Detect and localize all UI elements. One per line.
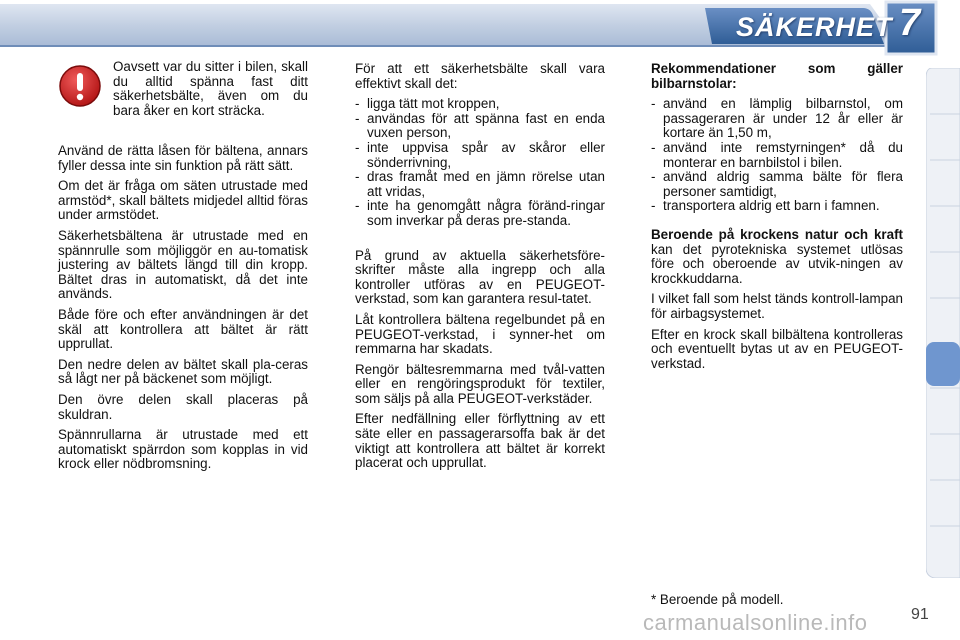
child-seat-list xyxy=(651,97,903,214)
paragraph: Efter en krock skall bilbältena kontrolleras och eventuellt bytas ut av en PEUGEOT-verkstad. xyxy=(651,326,903,371)
warning-text: Oavsett var du sitter i bilen, skall du alltid spänna fast ditt säkerhetsbälte, även om du bara åker en kort sträcka. xyxy=(113,59,308,118)
paragraph: Efter nedfällning eller förflyttning av ett säte eller en passagerarsoffa bak är det viktigt att kontrollera att bältet är korrekt placerat och upprullat. xyxy=(355,411,605,471)
chapter-title: SÄKERHET xyxy=(736,12,893,42)
active-tab xyxy=(926,342,960,386)
paragraph xyxy=(651,228,903,286)
list-item: - inte ha genomgått några föränd-ringar som inverkar på deras pre-standa. xyxy=(355,198,605,228)
paragraph: Rengör bältesremmarna med tvål-vatten eller en rengöringsprodukt för textiler, som säljs på alla PEUGEOT-verkstäder. xyxy=(355,361,605,406)
paragraph: Låt kontrollera bältena regelbundet på en PEUGEOT-verkstad, i synner-het om remmarna har skadats. xyxy=(355,311,605,357)
column-left xyxy=(58,144,308,478)
list-item: - inte uppvisa spår av skåror eller sönderrivning, xyxy=(355,139,605,170)
exclamation-icon xyxy=(58,64,102,108)
watermark: carmanualsonline.info xyxy=(643,610,868,635)
section-heading: Rekommendationer som gäller bilbarnstolar: xyxy=(651,61,903,91)
paragraph: Säkerhetsbältena är utrustade med en spännrulle som möjliggör en au-tomatisk justering av bältets längd till din kropp. Bältet dras in automatiskt, då det inte används. xyxy=(58,227,308,302)
paragraph: Både före och efter användningen är det skäl att kontrollera att bältet är rätt upprullat. xyxy=(58,306,308,352)
column-right xyxy=(651,62,903,377)
paragraph: Den nedre delen av bältet skall pla-ceras så lågt ner på bäckenet som möjligt. xyxy=(58,356,308,387)
paragraph-text: kan det pyrotekniska systemet utlösas före och oberoende av utvik-ningen av krockkuddarna. xyxy=(651,241,903,286)
emphasis-text: Beroende på krockens natur och kraft xyxy=(651,226,903,242)
chapter-number: 7 xyxy=(899,2,921,44)
paragraph: Spännrullarna är utrustade med ett automatiskt spärrdon som kopplas in vid krock eller nödbromsning. xyxy=(58,427,308,472)
list-item: - transportera aldrig ett barn i famnen. xyxy=(651,198,880,214)
column-middle xyxy=(355,62,605,477)
paragraph: I vilket fall som helst tänds kontroll-lampan för airbagsystemet. xyxy=(651,291,903,321)
chapter-tabs xyxy=(926,68,960,578)
list-item: - använd inte remstyrningen* då du monterar en barnbilstol i bilen. xyxy=(651,139,903,170)
paragraph: Använd de rätta låsen för bältena, annars fyller dessa inte sin funktion på rätt sätt. xyxy=(58,143,308,173)
list-item: - användas för att spänna fast en enda vuxen person, xyxy=(355,110,605,141)
paragraph: Om det är fråga om säten utrustade med armstöd*, skall bältets midjedel alltid föras under armstödet. xyxy=(58,178,308,223)
requirements-list xyxy=(355,97,605,228)
paragraph: Den övre delen skall placeras på skuldran. xyxy=(58,391,308,422)
list-item: - använd aldrig samma bälte för flera personer samtidigt, xyxy=(651,169,903,199)
list-item: - dras framåt med en jämn rörelse utan att vridas, xyxy=(355,169,605,199)
footnote: * Beroende på modell. xyxy=(651,592,784,607)
page-number: 91 xyxy=(911,606,929,623)
list-item: - ligga tätt mot kroppen, xyxy=(355,96,500,112)
list-item: - använd en lämplig bilbarnstol, om passageraren är under 12 år eller är kortare än 1,50 m, xyxy=(651,96,903,141)
paragraph: På grund av aktuella säkerhetsföre-skrifter måste alla ingrepp och alla kontroller utföras av en PEUGEOT-verkstad, som kan garantera resul-tatet. xyxy=(355,247,605,307)
chapter-header xyxy=(0,0,960,56)
intro-text: För att ett säkerhetsbälte skall vara effektivt skall det: xyxy=(355,61,605,91)
